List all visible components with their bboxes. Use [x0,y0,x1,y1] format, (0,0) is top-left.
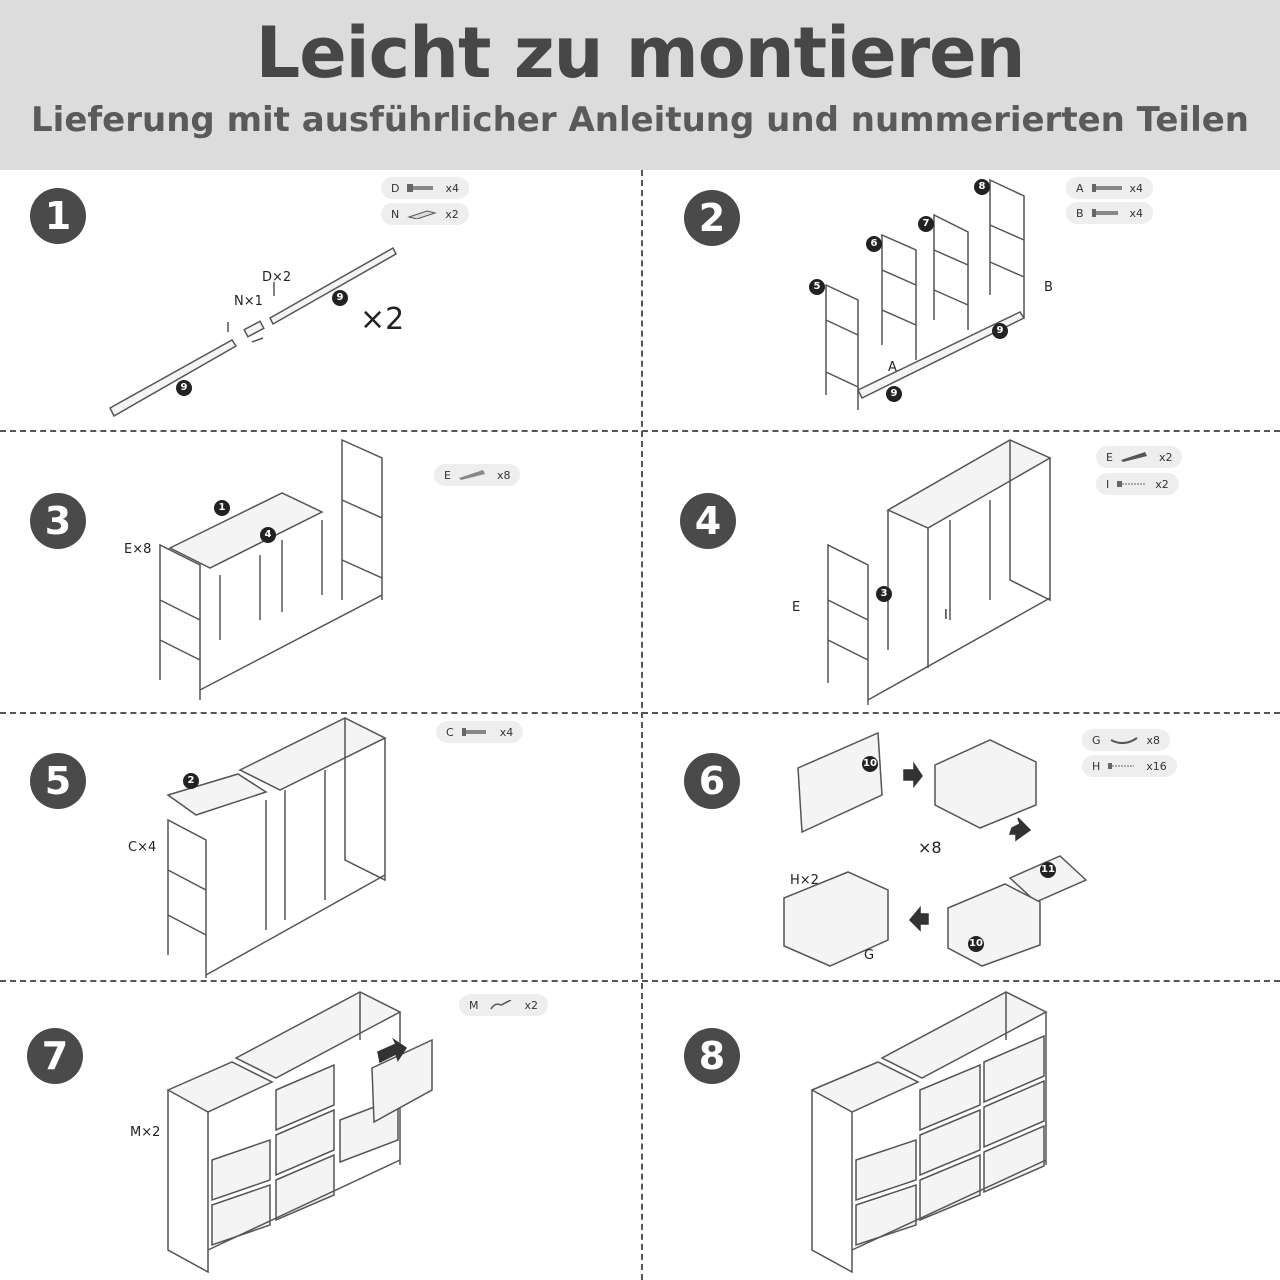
step-6-number: 6 [684,753,740,809]
page-title: Leicht zu montieren [255,12,1025,94]
part-letter: G [1092,733,1101,747]
part-badge: 5 [809,279,825,295]
step-8-number: 8 [684,1028,740,1084]
part-letter: E [444,468,451,482]
label-e: E [792,600,801,615]
part-letter: B [1076,206,1084,220]
step-7-number: 7 [27,1028,83,1084]
part-badge: 9 [992,323,1008,339]
part-qty: x2 [524,998,539,1012]
part-letter: M [469,998,479,1012]
label-d-count: D×2 [262,270,292,285]
step-2-number: 2 [684,190,740,246]
part-qty: x8 [496,468,511,482]
step-5-number: 5 [30,753,86,809]
part-letter: D [391,181,400,195]
part-letter: N [391,207,400,221]
part-qty: x8 [1146,733,1161,747]
part-qty: x4 [499,725,514,739]
step-1-number: 1 [30,188,86,244]
part-badge: 6 [866,236,882,252]
part-letter: E [1106,450,1113,464]
part-qty: x4 [1129,181,1144,195]
part-letter: I [1106,477,1110,491]
label-a: A [888,360,897,375]
label-i: I [944,608,948,623]
label-e-count: E×8 [124,542,152,557]
label-multiplier: ×8 [918,838,942,857]
label-g: G [864,948,875,963]
part-qty: x4 [445,181,459,195]
part-qty: x2 [1158,450,1173,464]
step-3-number: 3 [30,493,86,549]
part-badge: 10 [862,756,878,772]
part-badge: 9 [176,380,192,396]
part-qty: x2 [1155,477,1169,491]
part-badge: 1 [214,500,230,516]
step-4-number: 4 [680,493,736,549]
part-badge: 9 [332,290,348,306]
part-letter: H [1092,759,1101,773]
label-m-count: M×2 [130,1125,161,1140]
part-badge: 10 [968,936,984,952]
part-letter: A [1076,181,1084,195]
page-subtitle: Lieferung mit ausführlicher Anleitung und nummerierten Teilen [31,100,1249,140]
label-b: B [1044,280,1053,295]
label-multiplier: ×2 [360,302,405,337]
part-badge: 3 [876,586,892,602]
label-n-count: N×1 [234,294,263,309]
part-badge: 8 [974,179,990,195]
label-h-count: H×2 [790,873,819,888]
part-badge: 2 [183,773,199,789]
part-badge: 9 [886,386,902,402]
part-badge: 4 [260,527,276,543]
part-qty: x2 [445,207,459,221]
part-badge: 7 [918,216,934,232]
part-qty: x4 [1129,206,1144,220]
label-c-count: C×4 [128,840,157,855]
part-badge: 11 [1040,862,1056,878]
part-qty: x16 [1146,759,1167,773]
part-letter: C [446,725,454,739]
